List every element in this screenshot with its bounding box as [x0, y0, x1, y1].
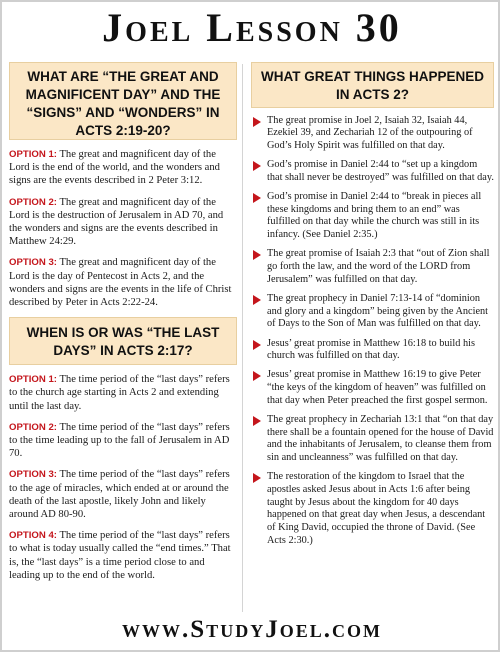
website-footer: www.StudyJoel.com	[122, 616, 382, 643]
option-item	[9, 529, 237, 582]
bullet-triangle-icon	[253, 473, 261, 483]
option-label: OPTION 2:	[9, 196, 57, 208]
list-item-text: Jesus’ great promise in Matthew 16:18 to build his church was fulfilled on that day.	[267, 337, 476, 362]
bullet-triangle-icon	[253, 193, 261, 203]
option-text: The great and magnificent day of the Lord is the day of Pentecost in Acts 2, and the wonders and signs are the events in the life of Christ described by Peter in Acts 2:22-24.	[9, 257, 232, 309]
option-label: OPTION 1:	[9, 149, 57, 160]
list-item-text: The great prophecy in Zechariah 13:1 that “on that day there shall be a fountain opened for the house of David and the inhabitants of Jerusalem, to cleanse them from sin and uncleanness” was fulfilled on that day.	[267, 414, 494, 464]
option-text: The great and magnificent day of the Lord is the end of the world, and the wonders and signs are the events described in 2 Peter 3:12.	[9, 149, 220, 187]
list-item	[251, 338, 494, 363]
option-label: OPTION 3:	[9, 469, 57, 481]
right-column	[251, 62, 494, 548]
bullet-triangle-icon	[253, 371, 261, 381]
option-text: The great and magnificent day of the Lord is the destruction of Jerusalem in AD 70, and the wonders and signs are the events described in Matthew 24:29.	[9, 196, 224, 248]
list-item-text: God’s promise in Daniel 2:44 to “set up a kingdom that shall never be destroyed” was fulfilled on that day.	[267, 159, 494, 183]
option-text: The time period of the “last days” refers to the time leading up to the fall of Jerusalem in AD 70.	[9, 421, 230, 460]
option-label: OPTION 1:	[9, 374, 57, 386]
option-text: The time period of the “last days” refers to what is today usually called the “end times.” That is, the “last days” is a time period close to and leading up to the end of the world.	[9, 530, 231, 581]
option-label: OPTION 4:	[9, 530, 57, 542]
option-item	[9, 196, 237, 249]
option-item	[9, 148, 237, 188]
option-text: The time period of the “last days” refers to the age of miracles, which ended at or around the death of the last apostle, likely John and likely around AD 80-90.	[9, 469, 230, 521]
option-item	[9, 468, 237, 521]
bullet-triangle-icon	[253, 340, 261, 350]
list-item-text: The great prophecy in Daniel 7:13-14 of “dominion and glory and a kingdom” being given by the Ancient of Days to the Son of Man was fulfilled on that day.	[267, 292, 489, 330]
bullet-triangle-icon	[253, 161, 261, 171]
list-item	[251, 248, 494, 286]
list-item	[251, 414, 494, 465]
question-box-great-things: WHAT GREAT THINGS HAPPENED IN ACTS 2?	[251, 62, 494, 108]
option-text: The time period of the “last days” refers to the church age starting in Acts 2 and extending until the last day.	[9, 374, 230, 412]
option-item	[9, 256, 237, 309]
bullet-triangle-icon	[253, 250, 261, 260]
list-item-text: The great promise in Joel 2, Isaiah 32, Isaiah 44, Ezekiel 39, and Zechariah 12 of the outpouring of God’s Holy Spirit was fulfilled on that day.	[267, 114, 473, 151]
bullet-triangle-icon	[253, 295, 261, 305]
list-item	[251, 191, 494, 242]
list-item	[251, 293, 494, 331]
bullet-triangle-icon	[253, 117, 261, 127]
question-box-great-day: WHAT ARE “THE GREAT AND MAGNIFICENT DAY” AND THE “SIGNS” AND “WONDERS” IN ACTS 2:19-20?	[9, 62, 237, 140]
list-item-text: The restoration of the kingdom to Israel that the apostles asked Jesus about in Acts 1:6 after being taught by Jesus about the kingdom for 40 days happened on that great day when Jesus, a descendant of King David, occupied the throne of David. (See Acts 2:30.)	[267, 471, 486, 546]
option-label: OPTION 2:	[9, 421, 57, 433]
column-divider	[242, 64, 243, 612]
list-item-text: The great promise of Isaiah 2:3 that “out of Zion shall go forth the law, and the word of the LORD from Jerusalem” was fulfilled on that day.	[267, 248, 490, 285]
list-item-text: Jesus’ great promise in Matthew 16:19 to give Peter “the keys of the kingdom of heaven” was fulfilled on that day when Peter preached the first gospel sermon.	[267, 369, 488, 406]
list-item	[251, 159, 494, 184]
option-label: OPTION 3:	[9, 257, 57, 269]
list-item	[251, 369, 494, 407]
list-item	[251, 471, 494, 547]
bullet-triangle-icon	[253, 416, 261, 426]
list-item-text: God’s promise in Daniel 2:44 to “break in pieces all these kingdoms and bring them to an end” was fulfilled on that day while the church was still in its infancy. (See Daniel 2:35.)	[267, 191, 482, 241]
question-box-last-days: WHEN IS OR WAS “THE LAST DAYS” IN ACTS 2:17?	[9, 317, 237, 365]
page-title: Joel Lesson 30	[102, 5, 402, 50]
option-item	[9, 373, 237, 413]
list-item	[251, 115, 494, 153]
left-column	[9, 62, 237, 582]
option-item	[9, 421, 237, 461]
